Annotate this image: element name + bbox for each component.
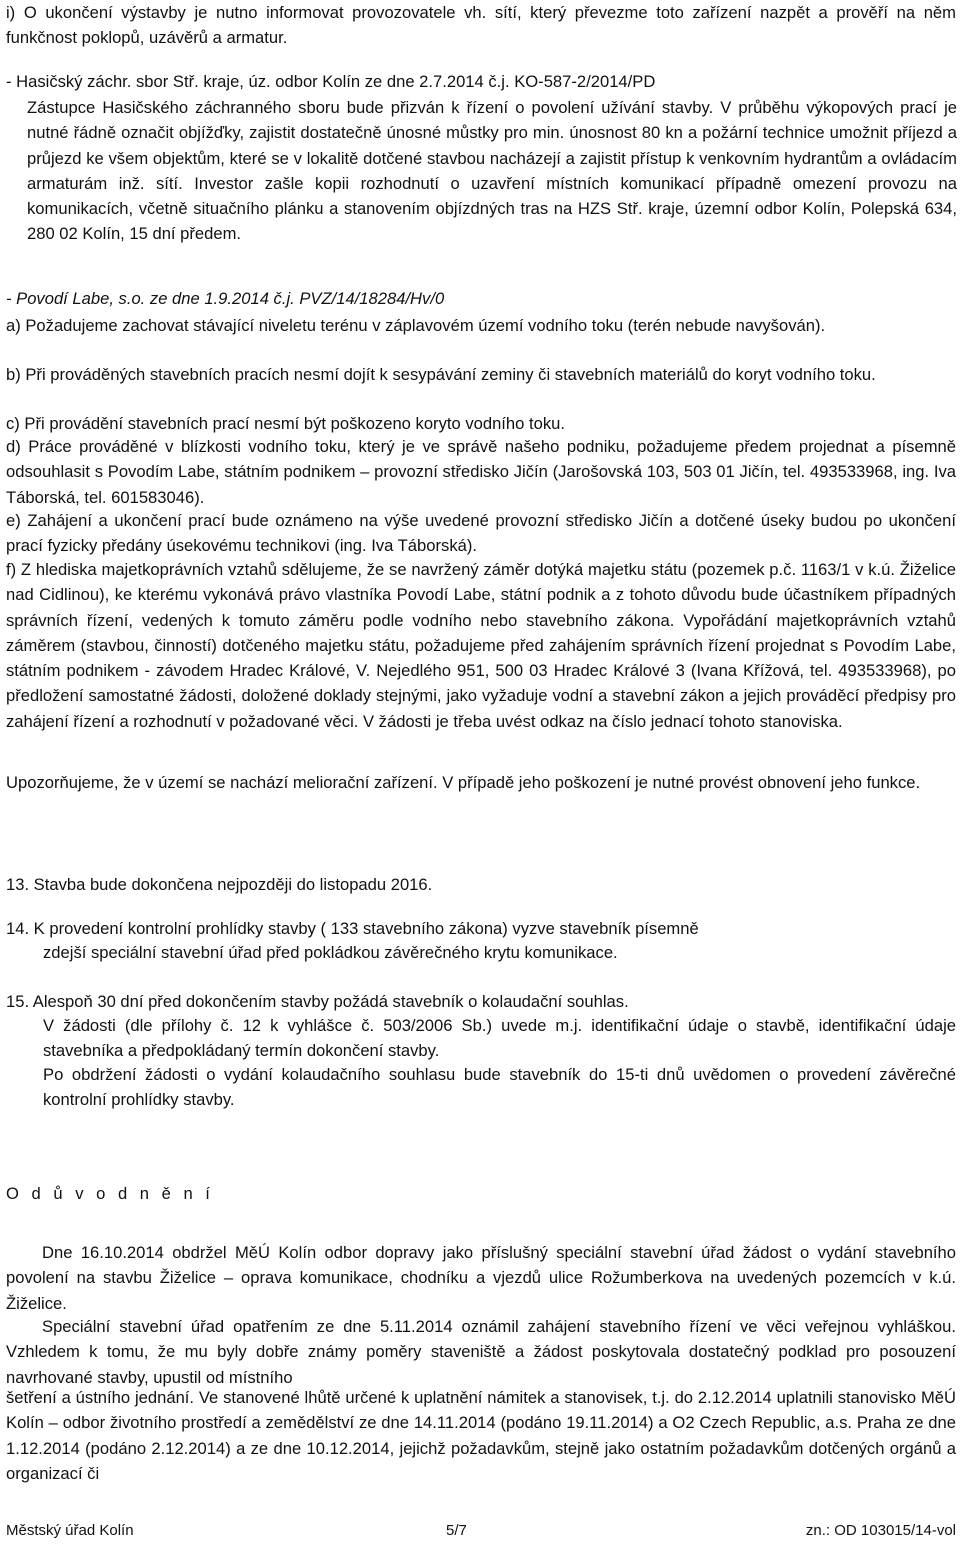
povodi-heading: - Povodí Labe, s.o. ze dne 1.9.2014 č.j. PVZ/14/18284/Hv/0 <box>6 289 445 308</box>
footer-office: Městský úřad Kolín <box>6 1522 134 1539</box>
povodi-item-a: a) Požadujeme zachovat stávající niveletu terénu v záplavovém území vodního toku (terén nebude navyšován). <box>6 316 826 335</box>
povodi-item-e: e) Zahájení a ukončení prací bude oznámeno na výše uvedené provozní středisko Jičín a dotčené úseky budou po ukončení prací fyzicky předány úsekovému technikovi (ing. Iva Táborská). <box>6 511 956 556</box>
paragraph-i: i) O ukončení výstavby je nutno informovat provozovatele vh. sítí, který převezme toto zařízení nazpět a prověří na něm funkčnost poklopů, uzávěrů a armatur. <box>6 3 956 48</box>
item-15-line1: 15. Alespoň 30 dní před dokončením stavby požádá stavebník o kolaudační souhlas. <box>6 992 629 1011</box>
item-15-line2: V žádosti (dle přílohy č. 12 k vyhlášce č. 503/2006 Sb.) uvede m.j. identifikační údaje o stavbě, identifikační údaje stavebníka a předpokládaný termín dokončení stavby. <box>43 1016 956 1061</box>
povodi-item-d: d) Práce prováděné v blízkosti vodního toku, který je ve správě našeho podniku, požadujeme předem projednat a písemně odsouhlasit s Povodím Labe, státním podnikem – provozní středisko Jičín (Jarošovská 103, 503 01 Jičín, tel. 493533968, ing. Iva Táborská, tel. 601583046). <box>6 437 956 507</box>
item-13: 13. Stavba bude dokončena nejpozději do listopadu 2016. <box>6 875 433 894</box>
hasic-heading: - Hasičský záchr. sbor Stř. kraje, úz. odbor Kolín ze dne 2.7.2014 č.j. KO-587-2/2014/PD <box>6 72 656 91</box>
section-heading-oduvodneni: O d ů v o d n ě n í <box>6 1184 214 1203</box>
footer-page-number: 5/7 <box>446 1522 467 1539</box>
povodi-item-b: b) Při prováděných stavebních pracích nesmí dojít k sesypávání zeminy či stavebních materiálů do koryt vodního toku. <box>6 365 876 384</box>
reasoning-paragraph-2a: Speciální stavební úřad opatřením ze dne 5.11.2014 oznámil zahájení stavebního řízení ve věci veřejnou vyhláškou. Vzhledem k tomu, že mu byly dobře známy poměry staveniště a žádost poskytovala dostatečný podklad pro posouzení navrhované stavby, upustil od místního <box>6 1317 956 1387</box>
item-14-line1: 14. K provedení kontrolní prohlídky stavby ( 133 stavebního zákona) vyzve stavebník písemně <box>6 919 699 938</box>
povodi-item-c: c) Při provádění stavebních prací nesmí být poškozeno koryto vodního toku. <box>6 414 565 433</box>
item-14-line2: zdejší speciální stavební úřad před pokládkou závěrečného krytu komunikace. <box>43 943 618 962</box>
reasoning-paragraph-1: Dne 16.10.2014 obdržel MěÚ Kolín odbor dopravy jako příslušný speciální stavební úřad žádost o vydání stavebního povolení na stavbu Žiželice – oprava komunikace, chodníku a vjezdů ulice Rožumberkova na uvedených pozemcích v k.ú. Žiželice. <box>6 1243 956 1313</box>
povodi-notice: Upozorňujeme, že v území se nachází meliorační zařízení. V případě jeho poškození je nutné provést obnovení jeho funkce. <box>6 773 921 792</box>
reasoning-paragraph-2b: šetření a ústního jednání. Ve stanovené lhůtě určené k uplatnění námitek a stanovisek, t.j. do 2.12.2014 uplatnili stanovisko MěÚ Kolín – odbor životního prostředí a zemědělství ze dne 14.11.2014 (podáno 19.11.2014) a O2 Czech Republic, a.s. Praha ze dne 1.12.2014 (podáno 2.12.2014) a ze dne 10.12.2014, jejichž požadavkům, stejně jako ostatním požadavkům dotčených orgánů a organizací či <box>6 1388 956 1483</box>
footer-reference: zn.: OD 103015/14-vol <box>805 1522 956 1539</box>
hasic-text: Zástupce Hasičského záchranného sboru bude přizván k řízení o povolení užívání stavby. V průběhu výkopových prací je nutné řádně označit objížďky, zajistit dostatečně únosné můstky pro min. únosnost 80 kn a požární technice umožnit příjezd a průjezd ke všem objektům, které se v lokalitě dotčené stavbou nacházejí a zajistit přístup k venkovním hydrantům a ovládacím armaturám inž. sítí. Investor zašle kopii rozhodnutí o uzavření místních komunikací případně omezení provozu na komunikacích, včetně situačního plánku a stanovením objízdných tras na HZS Stř. kraje, územní odbor Kolín, Polepská 634, 280 02 Kolín, 15 dní předem. <box>27 98 957 244</box>
item-15-line3: Po obdržení žádosti o vydání kolaudačního souhlasu bude stavebník do 15-ti dnů uvědomen o provedení závěrečné kontrolní prohlídky stavby. <box>43 1065 956 1110</box>
povodi-item-f: f) Z hlediska majetkoprávních vztahů sdělujeme, že se navržený záměr dotýká majetku státu (pozemek p.č. 1163/1 v k.ú. Žiželice nad Cidlinou), ke kterému vykonává právo vlastníka Povodí Labe, státní podnik a z tohoto důvodu bude účastníkem případných správních řízení, vedených k tomuto záměru podle vodního nebo stavebního zákona. Vypořádání majetkoprávních vztahů záměrem (stavbou, činností) dotčeného majetku státu, požadujeme před zahájením správních řízení projednat s Povodím Labe, státním podnikem - závodem Hradec Králové, V. Nejedlého 951, 500 03 Hradec Králové 3 (Ivana Křížová, tel. 493533968), po předložení samostatné žádosti, doložené doklady stejnými, jako vyžaduje vodní a stavební zákon a jejich prováděcí předpisy pro zahájení řízení a rozhodnutí v požadované věci. V žádosti je třeba uvést odkaz na číslo jednací tohoto stanoviska. <box>6 560 956 731</box>
